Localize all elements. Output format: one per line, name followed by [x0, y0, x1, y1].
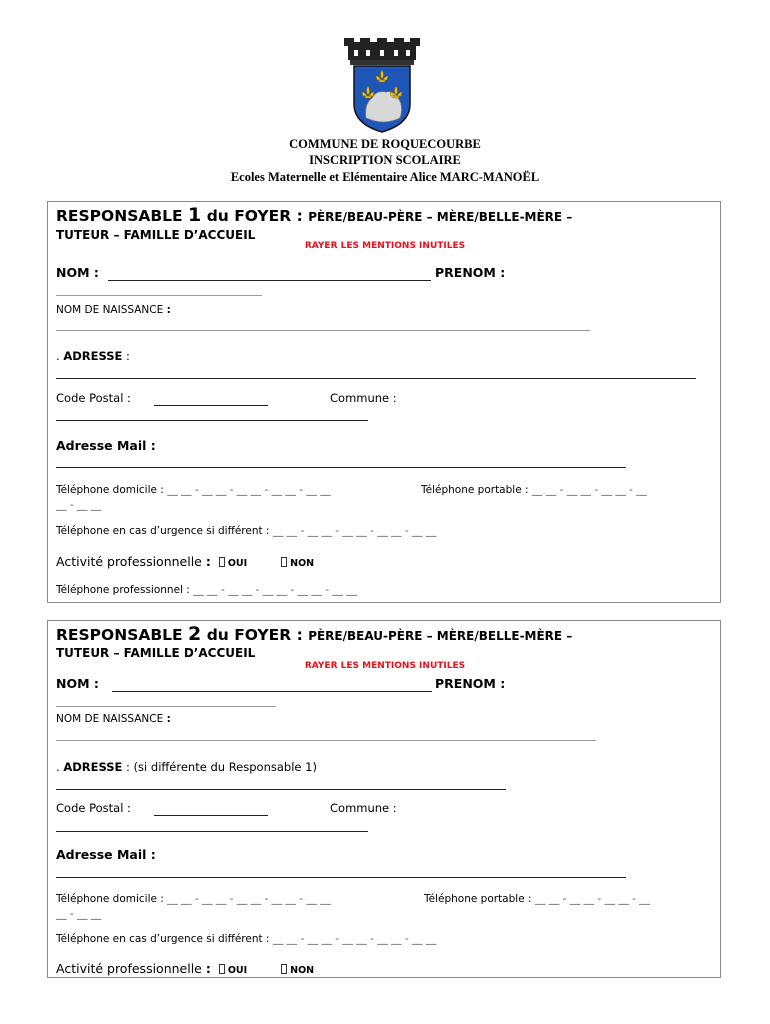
tel-portable-field[interactable]: __ __ - __ __ - __ __ - __ [534, 893, 650, 905]
tel-domicile-text: Téléphone domicile : [56, 893, 164, 905]
activite-colon: : [205, 961, 211, 976]
activite-label: Activité professionnelle [56, 554, 202, 569]
nom-naissance-field[interactable] [56, 740, 596, 741]
tel-urgence-label [56, 933, 436, 945]
title-word: RESPONSABLE [56, 626, 183, 644]
oui-label: OUI [227, 965, 248, 976]
adresse-prefix: . [56, 349, 60, 363]
nom-naissance-text: NOM DE NAISSANCE [56, 713, 164, 725]
prenom-label: PRENOM : [435, 676, 506, 691]
responsable-2-subtitle: TUTEUR – FAMILLE D’ACCUEIL [56, 646, 256, 660]
tel-portable-field-continued[interactable]: __ - __ __ [56, 499, 102, 511]
commune-label: Commune : [330, 801, 397, 815]
tel-domicile-text: Téléphone domicile : [56, 484, 164, 496]
mail-field[interactable] [56, 467, 626, 468]
tel-domicile-field[interactable]: __ __ - __ __ - __ __ - __ __ - __ __ [167, 893, 331, 905]
adresse-text: ADRESSE [63, 349, 123, 363]
rayer-mentions-note: RAYER LES MENTIONS INUTILES [304, 661, 466, 671]
responsable-2-section [47, 620, 721, 978]
nom-field[interactable] [108, 280, 431, 281]
prenom-field[interactable] [56, 295, 262, 296]
nom-label: NOM : [56, 265, 99, 280]
tel-urgence-field[interactable]: __ __ - __ __ - __ __ - __ __ - __ __ [272, 933, 437, 945]
tel-urgence-text: Téléphone en cas d’urgence si différent : [56, 933, 270, 945]
responsable-1-section [47, 201, 721, 603]
responsable-2-title [56, 623, 572, 645]
tel-pro-text: Téléphone professionnel : [56, 584, 190, 596]
responsable-1-title [56, 204, 572, 226]
tel-portable-label [424, 893, 650, 905]
title-word: RESPONSABLE [56, 207, 183, 225]
nom-field[interactable] [112, 691, 432, 692]
tel-urgence-text: Téléphone en cas d’urgence si différent : [56, 525, 270, 537]
adresse-prefix: . [56, 760, 60, 774]
mail-field[interactable] [56, 877, 626, 878]
nom-label: NOM : [56, 676, 99, 691]
adresse-suffix: : [126, 349, 130, 363]
nom-naissance-colon: : [166, 304, 171, 316]
tel-portable-field-continued[interactable]: __ - __ __ [56, 908, 102, 920]
tel-urgence-label [56, 525, 436, 537]
tel-domicile-field[interactable]: __ __ - __ __ - __ __ - __ __ - __ __ [167, 484, 331, 496]
non-checkbox[interactable] [281, 964, 287, 974]
commune-label: Commune : [330, 391, 397, 405]
inscription-heading: INSCRIPTION SCOLAIRE [309, 153, 461, 167]
title-rest: du FOYER : [206, 207, 303, 225]
ecoles-heading: Ecoles Maternelle et Elémentaire Alice MARC-MANOËL [230, 170, 540, 184]
commune-heading: COMMUNE DE ROQUECOURBE [289, 137, 481, 151]
code-postal-field[interactable] [154, 405, 268, 406]
prenom-field[interactable] [56, 706, 276, 707]
tel-urgence-field[interactable]: __ __ - __ __ - __ __ - __ __ - __ __ [272, 525, 437, 537]
mail-label: Adresse Mail : [56, 438, 156, 453]
tel-portable-text: Téléphone portable : [421, 484, 529, 496]
title-number: 1 [188, 204, 202, 226]
nom-naissance-label [56, 304, 171, 316]
nom-naissance-label [56, 713, 171, 725]
title-roles: PÈRE/BEAU-PÈRE – MÈRE/BELLE-MÈRE – [308, 629, 573, 643]
activite-row [56, 961, 314, 976]
activite-row [56, 554, 314, 569]
adresse-label [56, 349, 130, 363]
adresse-label [56, 760, 317, 774]
title-roles: PÈRE/BEAU-PÈRE – MÈRE/BELLE-MÈRE – [308, 210, 573, 224]
commune-field[interactable] [56, 420, 368, 421]
adresse-suffix: : (si différente du Responsable 1) [126, 760, 317, 774]
tel-portable-field[interactable]: __ __ - __ __ - __ __ - __ [531, 484, 647, 496]
title-number: 2 [188, 623, 202, 645]
adresse-field[interactable] [56, 378, 696, 379]
responsable-1-subtitle: TUTEUR – FAMILLE D’ACCUEIL [56, 228, 256, 242]
non-label: NON [290, 965, 315, 976]
oui-checkbox[interactable] [219, 964, 225, 974]
non-label: NON [290, 558, 315, 569]
title-rest: du FOYER : [206, 626, 303, 644]
oui-label: OUI [227, 558, 248, 569]
mail-label: Adresse Mail : [56, 847, 156, 862]
code-postal-field[interactable] [154, 815, 268, 816]
tel-domicile-label [56, 893, 331, 905]
adresse-text: ADRESSE [63, 760, 123, 774]
tel-pro-label [56, 584, 357, 596]
nom-naissance-text: NOM DE NAISSANCE [56, 304, 164, 316]
code-postal-label: Code Postal : [56, 391, 131, 405]
nom-naissance-field[interactable] [56, 330, 590, 331]
tel-portable-label [421, 484, 647, 496]
tel-portable-text: Téléphone portable : [424, 893, 532, 905]
tel-domicile-label [56, 484, 331, 496]
non-checkbox[interactable] [281, 557, 287, 567]
commune-field[interactable] [56, 831, 368, 832]
code-postal-label: Code Postal : [56, 801, 131, 815]
rayer-mentions-note: RAYER LES MENTIONS INUTILES [304, 241, 466, 251]
roquecourbe-crest-logo [342, 38, 422, 134]
adresse-field[interactable] [56, 789, 506, 790]
tel-pro-field[interactable]: __ __ - __ __ - __ __ - __ __ - __ __ [193, 584, 357, 596]
oui-checkbox[interactable] [219, 557, 225, 567]
nom-naissance-colon: : [166, 713, 171, 725]
activite-label: Activité professionnelle [56, 961, 202, 976]
activite-colon: : [205, 554, 211, 569]
prenom-label: PRENOM : [435, 265, 506, 280]
